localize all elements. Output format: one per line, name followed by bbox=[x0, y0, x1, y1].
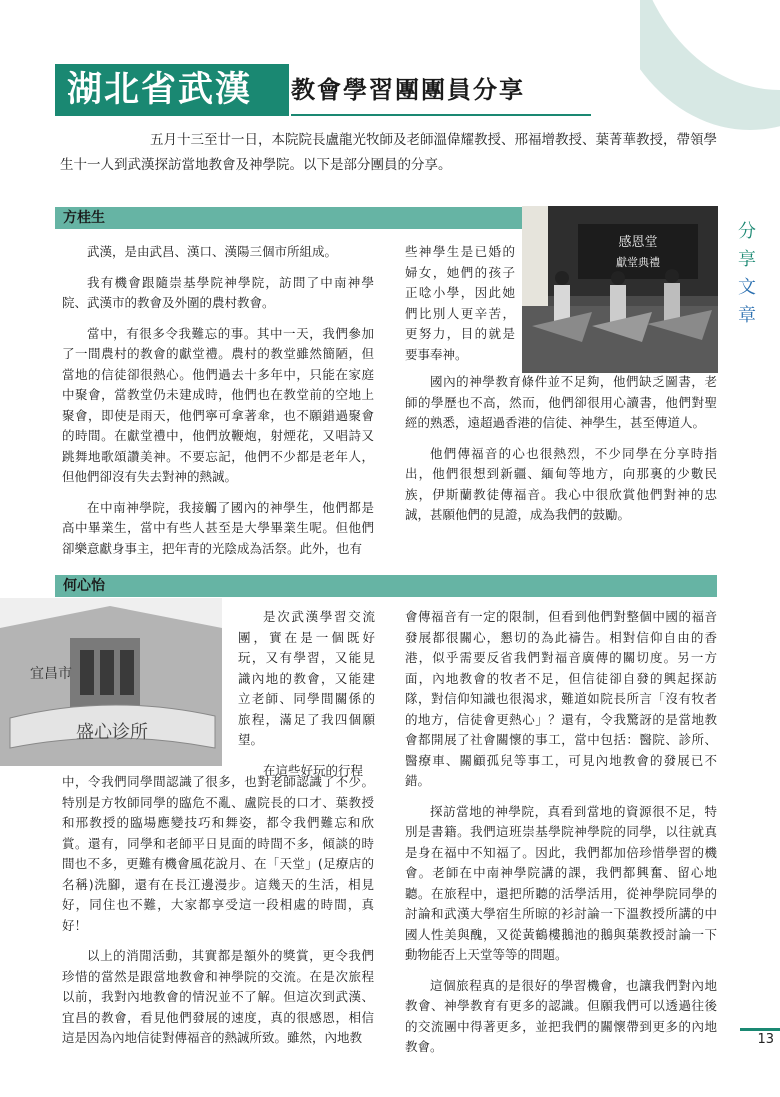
paragraph: 探訪當地的神學院，真看到當地的資源很不足，特別是書籍。我們這班崇基學院神學院的同學，以往就真是身在福中不知福了。因此，我們都加倍珍惜學習的機會。老師在中南神學院講的課，我們都興奮、留心地聽。在旅程中，還把所聽的活學活用，從神學院同學的討論和武漢大學宿生所晾的衫討論一下溫教授所講的中國人性美與醜，又從黃鶴樓鵝池的鵝與葉教授討論一下動物能否上天堂等等的問題。 bbox=[405, 803, 717, 962]
paragraph: 是次武漢學習交流團，實在是一個既好玩，又有學習，又能見識內地的教會，又能建立老師、同學間關係的旅程，滿足了我四個願望。 bbox=[238, 609, 375, 747]
paragraph: 在這些好玩的行程 bbox=[263, 762, 364, 778]
paragraph: 以上的消閒活動，其實都是額外的獎賞，更令我們珍惜的當然是跟當地教會和神學院的交流。在是次旅程以前，我對內地教會的情況並不了解。但這次到武漢、宜昌的教會，看見他們發展的速度，真的很感恩，相信這是因為內地信徒對傳福音的熱誠所致。雖然，內地教 bbox=[62, 948, 374, 1045]
author-name: 何心怡 bbox=[63, 578, 105, 594]
paragraph: 這個旅程真的是很好的學習機會，也讓我們對內地教會、神學教育有更多的認識。但願我們可以透過往後的交流團中得著更多，並把我們的關懷帶到更多的內地教會。 bbox=[405, 977, 717, 1054]
paragraph: 會傳福音有一定的限制，但看到他們對整個中國的福音發展都很關心，懇切的為此禱告。相對信仰自由的香港，似乎需要反省我們對福音廣傳的關切度。另一方面，內地教會的牧者不足，但信徒卻自發的興起探訪隊，對信仰知識也很渴求，難道如院長所言「沒有牧者的地方，信徒會更熱心」？還有，令我驚訝的是當地教會都開展了社會關懷的事工，當中包括：醫院、診所、醫療車、關顧孤兒等事工，可見內地教會的發展已不錯。 bbox=[405, 609, 717, 788]
photo-sign-text: 盛心诊所 bbox=[76, 722, 148, 743]
section2-left-column bbox=[62, 772, 374, 1059]
title-underline bbox=[291, 114, 591, 116]
intro-text: 五月十三至廿一日，本院院長盧龍光牧師及老師溫偉耀教授、邢福增教授、葉菁華教授，帶領學生十一人到武漢探訪當地教會及神學院。以下是部分團員的分享。 bbox=[60, 132, 717, 173]
paragraph: 中，令我們同學間認識了很多，也對老師認識了不少。特別是方牧師同學的臨危不亂、盧院長的口才、葉教授和邢教授的臨場應變技巧和舞姿，都令我們難忘和欣賞。還有，同學和老師平日見面的時間不多，傾談的時間也不多，更難有機會風花說月、在「天堂」(足療店的名稱)洗腳，還有在長江邊漫步。這幾天的生活，相見好，同住也不難，大家都享受這一段相處的時間，真好！ bbox=[62, 774, 374, 933]
section1-left-column bbox=[62, 242, 374, 569]
photo-banner-text: 獻堂典禮 bbox=[616, 256, 660, 269]
side-tag-char: 文 bbox=[738, 277, 756, 298]
title-sub: 教會學習團團員分享 bbox=[291, 76, 525, 104]
side-tag-char: 分 bbox=[738, 221, 756, 242]
clinic-photo-image bbox=[0, 598, 222, 766]
side-tag-char: 享 bbox=[738, 249, 756, 270]
section1-right-column bbox=[405, 372, 717, 536]
paragraph: 國內的神學教育條件並不足夠，他們缺乏圖書，老師的學歷也不高，然而，他們卻很用心讀書，他們對聖經的熟悉，遠超過香港的信徒、神學生，甚至傳道人。 bbox=[405, 374, 717, 430]
side-tag bbox=[735, 218, 759, 330]
photo-banner-text: 感恩堂 bbox=[618, 235, 658, 250]
paragraph: 當中，有很多令我難忘的事。其中一天，我們參加了一間農村的教會的獻堂禮。農村的教堂雖然簡陋，但當地的信徒卻很熱心。他們過去十多年中，只能在家庭中聚會，當教堂仍未建成時，他們也在教堂前的空地上聚會，即使是雨天，他們寧可拿著傘，也不願錯過聚會的時間。在獻堂禮中，他們放鞭炮，射煙花，又唱詩又跳舞地歌頌讚美神。不要忘記，他們不少都是老年人，但他們卻沒有失去對神的熱誠。 bbox=[62, 325, 374, 484]
section1-wrap-column bbox=[405, 242, 515, 375]
paragraph: 在中南神學院，我接觸了國內的神學生，他們都是高中畢業生，當中有些人甚至是大學畢業生呢。但他們卻樂意獻身事主，把年青的光陰成為活祭。此外，也有 bbox=[62, 499, 374, 556]
paragraph: 些神學生是已婚的婦女，她們的孩子正唸小學，因此她們比別人更辛苦，更努力，目的就是要事奉神。 bbox=[405, 244, 515, 362]
title-main: 湖北省武漢 bbox=[55, 64, 289, 116]
page-rule bbox=[740, 1028, 780, 1031]
side-tag-char: 章 bbox=[738, 305, 756, 326]
page-number: 13 bbox=[757, 1032, 774, 1047]
section-header-2 bbox=[55, 575, 717, 597]
intro bbox=[60, 128, 720, 178]
section2-right-column bbox=[405, 607, 717, 1068]
author-name: 方桂生 bbox=[63, 210, 105, 226]
photo-sign-text: 宜昌市 bbox=[30, 666, 72, 682]
paragraph: 他們傳福音的心也很熱烈，不少同學在分享時指出，他們很想到新疆、緬甸等地方，向那裏的少數民族，伊斯蘭教徒傳福音。我心中很欣賞他們對神的忠誠，甚願他們的見證，成為我們的鼓勵。 bbox=[405, 445, 717, 522]
chapel-photo-image bbox=[522, 206, 718, 373]
chapel-photo bbox=[522, 206, 718, 373]
paragraph: 武漢，是由武昌、漢口、漢陽三個市所組成。 bbox=[87, 244, 338, 259]
article-title bbox=[55, 64, 710, 116]
clinic-photo bbox=[0, 598, 222, 766]
paragraph: 我有機會跟隨崇基學院神學院，訪問了中南神學院、武漢市的教會及外圍的農村教會。 bbox=[62, 274, 374, 310]
section2-wrap-column bbox=[238, 607, 375, 781]
